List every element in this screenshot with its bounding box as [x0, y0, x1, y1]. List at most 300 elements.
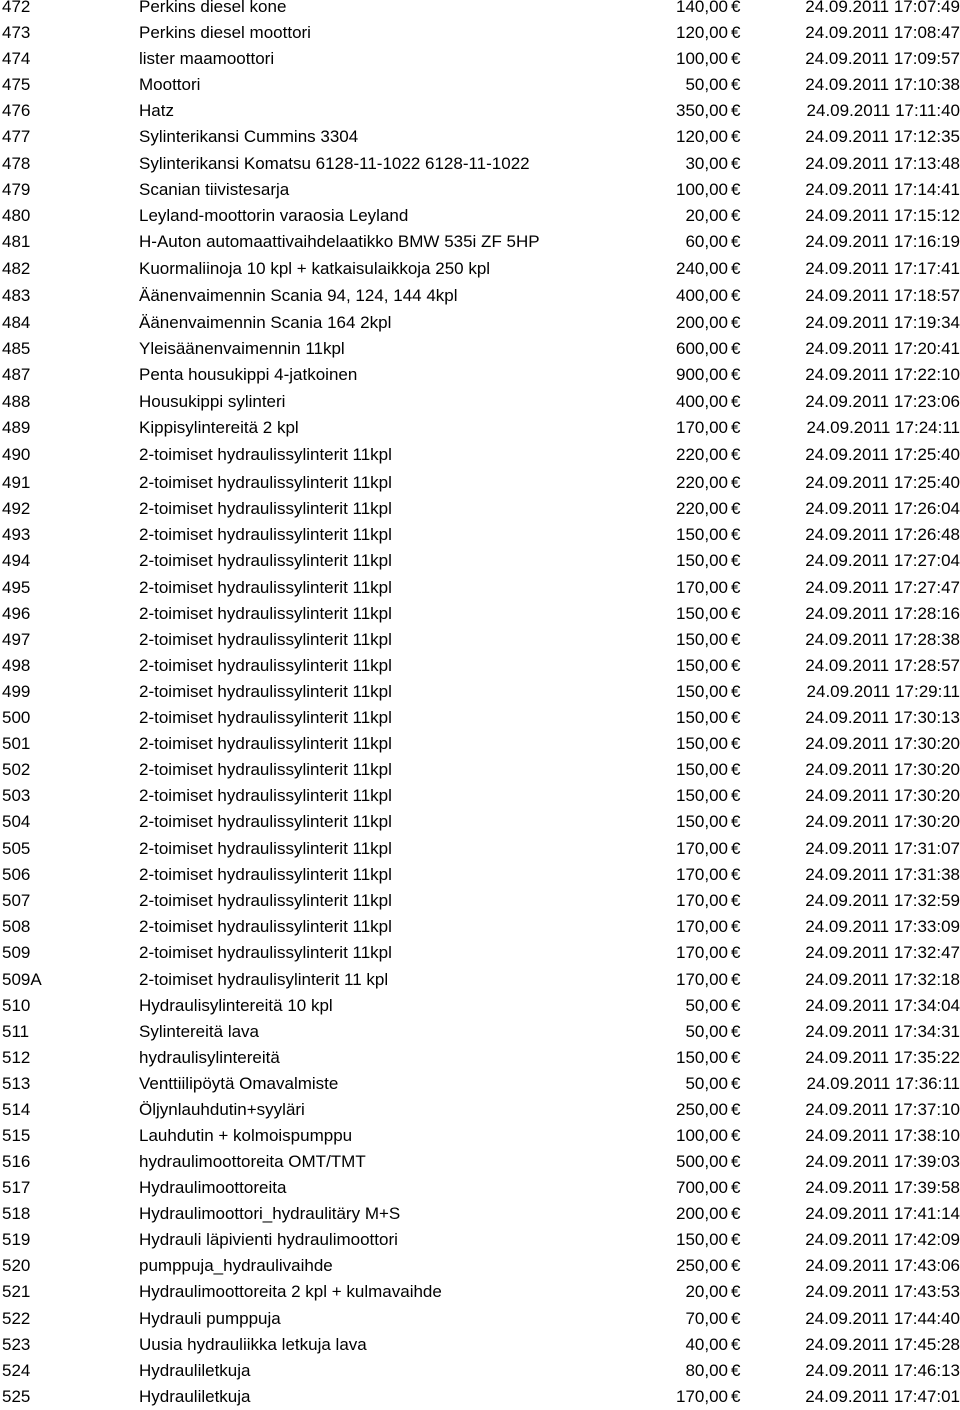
bid-timestamp: 24.09.2011 17:30:20 — [805, 734, 960, 753]
item-description: Hydrauliletkuja — [139, 1387, 251, 1406]
item-description: Hydrauli läpivienti hydraulimoottori — [139, 1230, 398, 1249]
currency-symbol: € — [731, 259, 741, 278]
currency-symbol: € — [731, 525, 741, 544]
item-number: 491 — [2, 473, 31, 492]
item-price: 150,00 — [676, 1230, 728, 1249]
item-description: 2-toimiset hydraulissylinterit 11kpl — [139, 551, 392, 570]
table-row — [0, 940, 960, 966]
item-description: 2-toimiset hydraulissylinterit 11kpl — [139, 812, 392, 831]
item-description: 2-toimiset hydraulissylinterit 11kpl — [139, 630, 392, 649]
currency-symbol: € — [731, 1048, 741, 1067]
item-number: 492 — [2, 499, 31, 518]
item-number: 505 — [2, 839, 31, 858]
item-number: 525 — [2, 1387, 31, 1406]
currency-symbol: € — [731, 943, 741, 962]
item-description: Perkins diesel kone — [139, 0, 287, 16]
currency-symbol: € — [731, 313, 741, 332]
item-price: 250,00 — [676, 1256, 728, 1275]
item-price: 150,00 — [676, 786, 728, 805]
currency-symbol: € — [731, 286, 741, 305]
currency-symbol: € — [731, 1074, 741, 1093]
item-description: Perkins diesel moottori — [139, 23, 311, 42]
item-description: Scanian tiivistesarja — [139, 180, 290, 199]
currency-symbol: € — [731, 1204, 741, 1223]
item-number: 488 — [2, 392, 31, 411]
item-description: Penta housukippi 4-jatkoinen — [139, 365, 358, 384]
table-row — [0, 0, 960, 20]
bid-timestamp: 24.09.2011 17:29:11 — [806, 682, 960, 701]
currency-symbol: € — [731, 127, 741, 146]
item-number: 504 — [2, 812, 31, 831]
item-description: 2-toimiset hydraulissylinterit 11kpl — [139, 734, 392, 753]
item-number: 500 — [2, 708, 31, 727]
currency-symbol: € — [731, 551, 741, 570]
item-description: 2-toimiset hydraulissylinterit 11kpl — [139, 525, 392, 544]
table-row — [0, 653, 960, 679]
bid-timestamp: 24.09.2011 17:34:04 — [805, 996, 960, 1015]
item-description: 2-toimiset hydraulissylinterit 11kpl — [139, 786, 392, 805]
item-price: 100,00 — [676, 49, 728, 68]
bid-timestamp: 24.09.2011 17:25:40 — [805, 445, 960, 464]
currency-symbol: € — [731, 604, 741, 623]
table-row — [0, 362, 960, 388]
item-description: 2-toimiset hydraulissylinterit 11kpl — [139, 760, 392, 779]
currency-symbol: € — [731, 1230, 741, 1249]
item-number: 521 — [2, 1282, 31, 1301]
item-price: 170,00 — [676, 891, 728, 910]
item-price: 220,00 — [676, 499, 728, 518]
currency-symbol: € — [731, 206, 741, 225]
currency-symbol: € — [731, 1282, 741, 1301]
item-price: 250,00 — [676, 1100, 728, 1119]
item-description: 2-toimiset hydraulissylinterit 11kpl — [139, 604, 392, 623]
bid-timestamp: 24.09.2011 17:12:35 — [805, 127, 960, 146]
item-description: 2-toimiset hydraulissylinterit 11kpl — [139, 473, 392, 492]
bid-timestamp: 24.09.2011 17:45:28 — [805, 1335, 960, 1354]
bid-timestamp: 24.09.2011 17:32:59 — [805, 891, 960, 910]
bid-timestamp: 24.09.2011 17:44:40 — [805, 1309, 960, 1328]
bid-timestamp: 24.09.2011 17:31:38 — [805, 865, 960, 884]
item-price: 170,00 — [676, 1387, 728, 1406]
currency-symbol: € — [731, 445, 741, 464]
currency-symbol: € — [731, 708, 741, 727]
item-number: 502 — [2, 760, 31, 779]
item-description: Äänenvaimennin Scania 164 2kpl — [139, 313, 392, 332]
item-price: 500,00 — [676, 1152, 728, 1171]
currency-symbol: € — [731, 1022, 741, 1041]
item-number: 496 — [2, 604, 31, 623]
table-row — [0, 1097, 960, 1123]
bid-timestamp: 24.09.2011 17:22:10 — [805, 365, 960, 384]
bid-timestamp: 24.09.2011 17:39:03 — [805, 1152, 960, 1171]
bid-timestamp: 24.09.2011 17:34:31 — [805, 1022, 960, 1041]
item-price: 70,00 — [685, 1309, 728, 1328]
bid-timestamp: 24.09.2011 17:30:20 — [805, 812, 960, 831]
item-price: 900,00 — [676, 365, 728, 384]
item-number: 520 — [2, 1256, 31, 1275]
item-description: Öljynlauhdutin+syyläri — [139, 1100, 305, 1119]
item-description: hydraulimoottoreita OMT/TMT — [139, 1152, 366, 1171]
table-row — [0, 809, 960, 835]
item-number: 506 — [2, 865, 31, 884]
item-price: 170,00 — [676, 943, 728, 962]
item-price: 50,00 — [685, 75, 728, 94]
currency-symbol: € — [731, 630, 741, 649]
item-number: 508 — [2, 917, 31, 936]
item-price: 350,00 — [676, 101, 728, 120]
bid-timestamp: 24.09.2011 17:32:47 — [805, 943, 960, 962]
table-row — [0, 203, 960, 229]
item-description: Sylinterikansi Komatsu 6128-11-1022 6128-11-1022 — [139, 154, 530, 173]
currency-symbol: € — [731, 578, 741, 597]
item-number: 501 — [2, 734, 31, 753]
item-price: 100,00 — [676, 180, 728, 199]
table-row — [0, 177, 960, 203]
item-price: 60,00 — [685, 232, 728, 251]
currency-symbol: € — [731, 1152, 741, 1171]
bid-timestamp: 24.09.2011 17:13:48 — [805, 154, 960, 173]
item-number: 497 — [2, 630, 31, 649]
bid-timestamp: 24.09.2011 17:42:09 — [805, 1230, 960, 1249]
item-description: 2-toimiset hydraulissylinterit 11kpl — [139, 499, 392, 518]
item-price: 120,00 — [676, 23, 728, 42]
item-price: 600,00 — [676, 339, 728, 358]
item-number: 503 — [2, 786, 31, 805]
item-number: 509 — [2, 943, 31, 962]
item-price: 200,00 — [676, 313, 728, 332]
currency-symbol: € — [731, 1126, 741, 1145]
bid-timestamp: 24.09.2011 17:23:06 — [805, 392, 960, 411]
item-number: 494 — [2, 551, 31, 570]
currency-symbol: € — [731, 392, 741, 411]
table-row — [0, 151, 960, 177]
item-description: Hydraulimoottori_hydraulitäry M+S — [139, 1204, 401, 1223]
table-row — [0, 705, 960, 731]
bid-timestamp: 24.09.2011 17:15:12 — [805, 206, 960, 225]
item-number: 516 — [2, 1152, 31, 1171]
item-description: Housukippi sylinteri — [139, 392, 286, 411]
item-price: 150,00 — [676, 812, 728, 831]
item-description: Hydrauliletkuja — [139, 1361, 251, 1380]
currency-symbol: € — [731, 75, 741, 94]
item-description: 2-toimiset hydraulissylinterit 11kpl — [139, 865, 392, 884]
item-price: 170,00 — [676, 578, 728, 597]
bid-timestamp: 24.09.2011 17:38:10 — [805, 1126, 960, 1145]
bid-timestamp: 24.09.2011 17:09:57 — [805, 49, 960, 68]
item-description: 2-toimiset hydraulissylinterit 11kpl — [139, 445, 392, 464]
item-price: 200,00 — [676, 1204, 728, 1223]
item-number: 514 — [2, 1100, 31, 1119]
item-price: 20,00 — [685, 1282, 728, 1301]
item-description: Venttiilipöytä Omavalmiste — [139, 1074, 339, 1093]
item-price: 170,00 — [676, 839, 728, 858]
item-number: 522 — [2, 1309, 31, 1328]
bid-timestamp: 24.09.2011 17:28:38 — [805, 630, 960, 649]
item-price: 150,00 — [676, 630, 728, 649]
item-number: 474 — [2, 49, 31, 68]
item-price: 400,00 — [676, 392, 728, 411]
bid-timestamp: 24.09.2011 17:25:40 — [805, 473, 960, 492]
currency-symbol: € — [731, 180, 741, 199]
currency-symbol: € — [731, 339, 741, 358]
item-price: 170,00 — [676, 865, 728, 884]
table-row — [0, 783, 960, 809]
item-description: Hydraulisylintereitä 10 kpl — [139, 996, 333, 1015]
bid-timestamp: 24.09.2011 17:27:04 — [805, 551, 960, 570]
bid-timestamp: 24.09.2011 17:33:09 — [805, 917, 960, 936]
bid-timestamp: 24.09.2011 17:08:47 — [805, 23, 960, 42]
bid-timestamp: 24.09.2011 17:28:57 — [805, 656, 960, 675]
currency-symbol: € — [731, 101, 741, 120]
item-number: 499 — [2, 682, 31, 701]
table-row — [0, 862, 960, 888]
currency-symbol: € — [731, 0, 741, 16]
item-description: 2-toimiset hydraulissylinterit 11kpl — [139, 708, 392, 727]
item-number: 487 — [2, 365, 31, 384]
item-number: 482 — [2, 259, 31, 278]
item-description: Äänenvaimennin Scania 94, 124, 144 4kpl — [139, 286, 458, 305]
item-description: Hydrauli pumppuja — [139, 1309, 281, 1328]
table-row — [0, 967, 960, 993]
currency-symbol: € — [731, 865, 741, 884]
bid-timestamp: 24.09.2011 17:11:40 — [806, 101, 960, 120]
item-price: 170,00 — [676, 970, 728, 989]
item-price: 50,00 — [685, 1074, 728, 1093]
bid-timestamp: 24.09.2011 17:41:14 — [805, 1204, 960, 1223]
item-number: 498 — [2, 656, 31, 675]
table-row — [0, 1175, 960, 1201]
currency-symbol: € — [731, 786, 741, 805]
item-number: 478 — [2, 154, 31, 173]
item-price: 400,00 — [676, 286, 728, 305]
item-number: 512 — [2, 1048, 31, 1067]
item-number: 472 — [2, 0, 31, 16]
item-number: 513 — [2, 1074, 31, 1093]
currency-symbol: € — [731, 917, 741, 936]
item-price: 150,00 — [676, 1048, 728, 1067]
item-price: 220,00 — [676, 445, 728, 464]
item-number: 483 — [2, 286, 31, 305]
table-row — [0, 46, 960, 72]
item-price: 170,00 — [676, 917, 728, 936]
item-number: 524 — [2, 1361, 31, 1380]
item-price: 220,00 — [676, 473, 728, 492]
currency-symbol: € — [731, 1387, 741, 1406]
table-row — [0, 836, 960, 862]
currency-symbol: € — [731, 1309, 741, 1328]
currency-symbol: € — [731, 812, 741, 831]
bid-timestamp: 24.09.2011 17:47:01 — [805, 1387, 960, 1406]
table-row — [0, 1123, 960, 1149]
item-description: hydraulisylintereitä — [139, 1048, 280, 1067]
item-description: 2-toimiset hydraulissylinterit 11kpl — [139, 839, 392, 858]
table-row — [0, 470, 960, 496]
bid-timestamp: 24.09.2011 17:20:41 — [805, 339, 960, 358]
table-row — [0, 522, 960, 548]
currency-symbol: € — [731, 891, 741, 910]
bid-timestamp: 24.09.2011 17:17:41 — [805, 259, 960, 278]
bid-timestamp: 24.09.2011 17:36:11 — [806, 1074, 960, 1093]
item-price: 700,00 — [676, 1178, 728, 1197]
item-number: 518 — [2, 1204, 31, 1223]
item-number: 485 — [2, 339, 31, 358]
currency-symbol: € — [731, 154, 741, 173]
bid-timestamp: 24.09.2011 17:28:16 — [805, 604, 960, 623]
table-row — [0, 888, 960, 914]
table-row — [0, 1149, 960, 1175]
table-row — [0, 72, 960, 98]
table-row — [0, 1019, 960, 1045]
table-row — [0, 1306, 960, 1332]
item-price: 100,00 — [676, 1126, 728, 1145]
table-row — [0, 1358, 960, 1384]
item-description: Hydraulimoottoreita — [139, 1178, 287, 1197]
item-price: 40,00 — [685, 1335, 728, 1354]
bid-timestamp: 24.09.2011 17:30:13 — [805, 708, 960, 727]
item-price: 150,00 — [676, 656, 728, 675]
bid-timestamp: 24.09.2011 17:27:47 — [805, 578, 960, 597]
currency-symbol: € — [731, 473, 741, 492]
item-description: Leyland-moottorin varaosia Leyland — [139, 206, 409, 225]
currency-symbol: € — [731, 839, 741, 858]
currency-symbol: € — [731, 499, 741, 518]
item-number: 484 — [2, 313, 31, 332]
item-price: 150,00 — [676, 760, 728, 779]
item-description: 2-toimiset hydraulissylinterit 11kpl — [139, 943, 392, 962]
bid-timestamp: 24.09.2011 17:24:11 — [806, 418, 960, 437]
item-price: 170,00 — [676, 418, 728, 437]
item-price: 150,00 — [676, 604, 728, 623]
item-number: 473 — [2, 23, 31, 42]
bid-timestamp: 24.09.2011 17:46:13 — [805, 1361, 960, 1380]
item-description: 2-toimiset hydraulissylinterit 11kpl — [139, 891, 392, 910]
bid-timestamp: 24.09.2011 17:10:38 — [805, 75, 960, 94]
item-price: 240,00 — [676, 259, 728, 278]
bid-timestamp: 24.09.2011 17:37:10 — [805, 1100, 960, 1119]
item-number: 511 — [2, 1022, 30, 1041]
item-price: 150,00 — [676, 708, 728, 727]
currency-symbol: € — [731, 232, 741, 251]
currency-symbol: € — [731, 1256, 741, 1275]
table-row — [0, 98, 960, 124]
item-description: lister maamoottori — [139, 49, 275, 68]
currency-symbol: € — [731, 1100, 741, 1119]
table-row — [0, 256, 960, 282]
item-number: 515 — [2, 1126, 31, 1145]
currency-symbol: € — [731, 734, 741, 753]
item-number: 517 — [2, 1178, 31, 1197]
item-number: 519 — [2, 1230, 31, 1249]
item-price: 140,00 — [676, 0, 728, 16]
currency-symbol: € — [731, 365, 741, 384]
currency-symbol: € — [731, 1178, 741, 1197]
currency-symbol: € — [731, 1335, 741, 1354]
item-description: pumppuja_hydraulivaihde — [139, 1256, 333, 1275]
currency-symbol: € — [731, 656, 741, 675]
item-description: Sylintereitä lava — [139, 1022, 260, 1041]
bid-timestamp: 24.09.2011 17:18:57 — [805, 286, 960, 305]
table-row — [0, 124, 960, 150]
bid-timestamp: 24.09.2011 17:16:19 — [805, 232, 960, 251]
bid-timestamp: 24.09.2011 17:26:48 — [805, 525, 960, 544]
item-number: 495 — [2, 578, 31, 597]
item-description: Sylinterikansi Cummins 3304 — [139, 127, 359, 146]
item-description: 2-toimiset hydraulissylinterit 11kpl — [139, 917, 392, 936]
item-description: Moottori — [139, 75, 201, 94]
bid-timestamp: 24.09.2011 17:32:18 — [805, 970, 960, 989]
table-row — [0, 415, 960, 441]
item-number: 480 — [2, 206, 31, 225]
table-row — [0, 601, 960, 627]
item-description: Yleisäänenvaimennin 11kpl — [139, 339, 345, 358]
item-price: 120,00 — [676, 127, 728, 146]
item-number: 481 — [2, 232, 31, 251]
table-row — [0, 731, 960, 757]
item-description: 2-toimiset hydraulissylinterit 11kpl — [139, 578, 392, 597]
item-number: 477 — [2, 127, 31, 146]
table-row — [0, 757, 960, 783]
item-price: 80,00 — [685, 1361, 728, 1380]
currency-symbol: € — [731, 23, 741, 42]
bid-timestamp: 24.09.2011 17:19:34 — [805, 313, 960, 332]
item-number: 479 — [2, 180, 31, 199]
item-description: 2-toimiset hydraulissylinterit 11kpl — [139, 682, 392, 701]
item-description: Kuormaliinoja 10 kpl + katkaisulaikkoja 250 kpl — [139, 259, 491, 278]
item-price: 50,00 — [685, 996, 728, 1015]
bid-timestamp: 24.09.2011 17:30:20 — [805, 760, 960, 779]
bid-timestamp: 24.09.2011 17:39:58 — [805, 1178, 960, 1197]
table-row — [0, 1384, 960, 1410]
table-row — [0, 1332, 960, 1358]
bid-timestamp: 24.09.2011 17:43:53 — [805, 1282, 960, 1301]
item-number: 490 — [2, 445, 31, 464]
item-price: 150,00 — [676, 734, 728, 753]
item-number: 509A — [2, 970, 42, 989]
item-price: 30,00 — [685, 154, 728, 173]
table-row — [0, 229, 960, 255]
item-description: Uusia hydrauliikka letkuja lava — [139, 1335, 367, 1354]
table-row — [0, 310, 960, 336]
currency-symbol: € — [731, 418, 741, 437]
item-number: 510 — [2, 996, 31, 1015]
table-row — [0, 627, 960, 653]
table-row — [0, 20, 960, 46]
bid-timestamp: 24.09.2011 17:26:04 — [805, 499, 960, 518]
item-price: 20,00 — [685, 206, 728, 225]
table-row — [0, 575, 960, 601]
table-row — [0, 1227, 960, 1253]
item-description: Kippisylintereitä 2 kpl — [139, 418, 299, 437]
item-description: 2-toimiset hydraulisylinterit 11 kpl — [139, 970, 389, 989]
bid-timestamp: 24.09.2011 17:07:49 — [805, 0, 960, 16]
item-number: 489 — [2, 418, 31, 437]
item-price: 150,00 — [676, 682, 728, 701]
table-row — [0, 283, 960, 309]
table-row — [0, 1045, 960, 1071]
currency-symbol: € — [731, 682, 741, 701]
item-number: 507 — [2, 891, 31, 910]
table-row — [0, 1253, 960, 1279]
table-row — [0, 336, 960, 362]
table-row — [0, 1201, 960, 1227]
currency-symbol: € — [731, 996, 741, 1015]
item-description: Hatz — [139, 101, 174, 120]
item-description: 2-toimiset hydraulissylinterit 11kpl — [139, 656, 392, 675]
bid-timestamp: 24.09.2011 17:14:41 — [805, 180, 960, 199]
bid-timestamp: 24.09.2011 17:35:22 — [805, 1048, 960, 1067]
table-row — [0, 993, 960, 1019]
item-number: 523 — [2, 1335, 31, 1354]
